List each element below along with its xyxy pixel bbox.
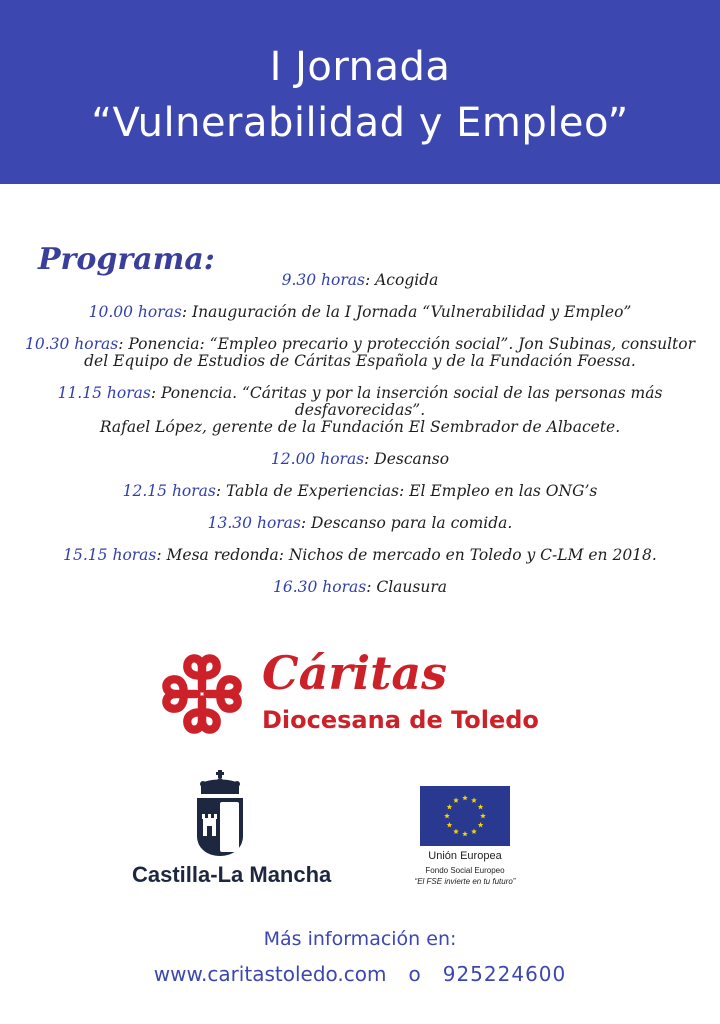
eu-motto: “El FSE invierte en tu futuro” [414, 877, 516, 886]
event-title-line1: I Jornada [269, 44, 451, 90]
schedule-item [20, 385, 700, 436]
schedule-time: 13.30 horas [207, 514, 301, 532]
castilla-la-mancha-name: Castilla-La Mancha [132, 862, 332, 887]
castilla-la-mancha-emblem-icon [193, 770, 247, 858]
schedule-text: : Descanso [364, 450, 450, 468]
schedule-time: 10.00 horas [88, 303, 182, 321]
title-banner [0, 0, 720, 184]
eu-fund-name: Fondo Social Europeo [425, 866, 505, 875]
programa-heading: Programa: [38, 242, 215, 277]
caritas-subtitle: Diocesana de Toledo [262, 706, 539, 734]
schedule-item [20, 483, 700, 500]
schedule-time: 10.30 horas [24, 335, 119, 353]
schedule-item [20, 515, 700, 532]
schedule-time: 15.15 horas [63, 546, 157, 564]
event-title-line2: “Vulnerabilidad y Empleo” [91, 100, 629, 146]
schedule-list [20, 272, 700, 611]
schedule-text: : Acogida [364, 271, 439, 289]
schedule-item [20, 272, 700, 289]
schedule-text: : Ponencia: “Empleo precario y protección social”. Jon Subinas, consultor del Equipo de Estudios de Cáritas Española y de la Fundación Foessa. [84, 335, 696, 370]
schedule-text: : Descanso para la comida. [300, 514, 513, 532]
schedule-text: : Ponencia. “Cáritas y por la inserción social de las personas más desfavorecidas”. [150, 384, 663, 419]
contact-separator: o [408, 962, 421, 986]
schedule-text: : Clausura [366, 578, 447, 596]
contact-line [0, 962, 720, 986]
eu-name: Unión Europea [428, 850, 502, 862]
schedule-text: : Tabla de Experiencias: El Empleo en las ONG’s [215, 482, 598, 500]
schedule-text: : Mesa redonda: Nichos de mercado en Toledo y C-LM en 2018. [156, 546, 657, 564]
schedule-time: 9.30 horas [281, 271, 365, 289]
caritas-name: Cáritas [262, 646, 448, 700]
schedule-text: : Inauguración de la I Jornada “Vulnerabilidad y Empleo” [181, 303, 632, 321]
caritas-cross-hearts-icon [156, 648, 248, 740]
eu-flag-icon [420, 786, 510, 846]
schedule-time: 12.00 horas [270, 450, 365, 468]
schedule-item [20, 547, 700, 564]
schedule-text-speaker: Rafael López, gerente de la Fundación El Sembrador de Albacete. [99, 418, 621, 436]
schedule-time: 12.15 horas [122, 482, 216, 500]
website-link[interactable]: www.caritastoledo.com [153, 962, 387, 986]
more-info-label: Más información en: [263, 928, 457, 950]
schedule-item [20, 336, 700, 370]
phone-number[interactable]: 925224600 [442, 962, 567, 986]
schedule-item [20, 451, 700, 468]
schedule-time: 11.15 horas [57, 384, 151, 402]
schedule-item [20, 304, 700, 321]
schedule-item [20, 579, 700, 596]
schedule-time: 16.30 horas [272, 578, 367, 596]
